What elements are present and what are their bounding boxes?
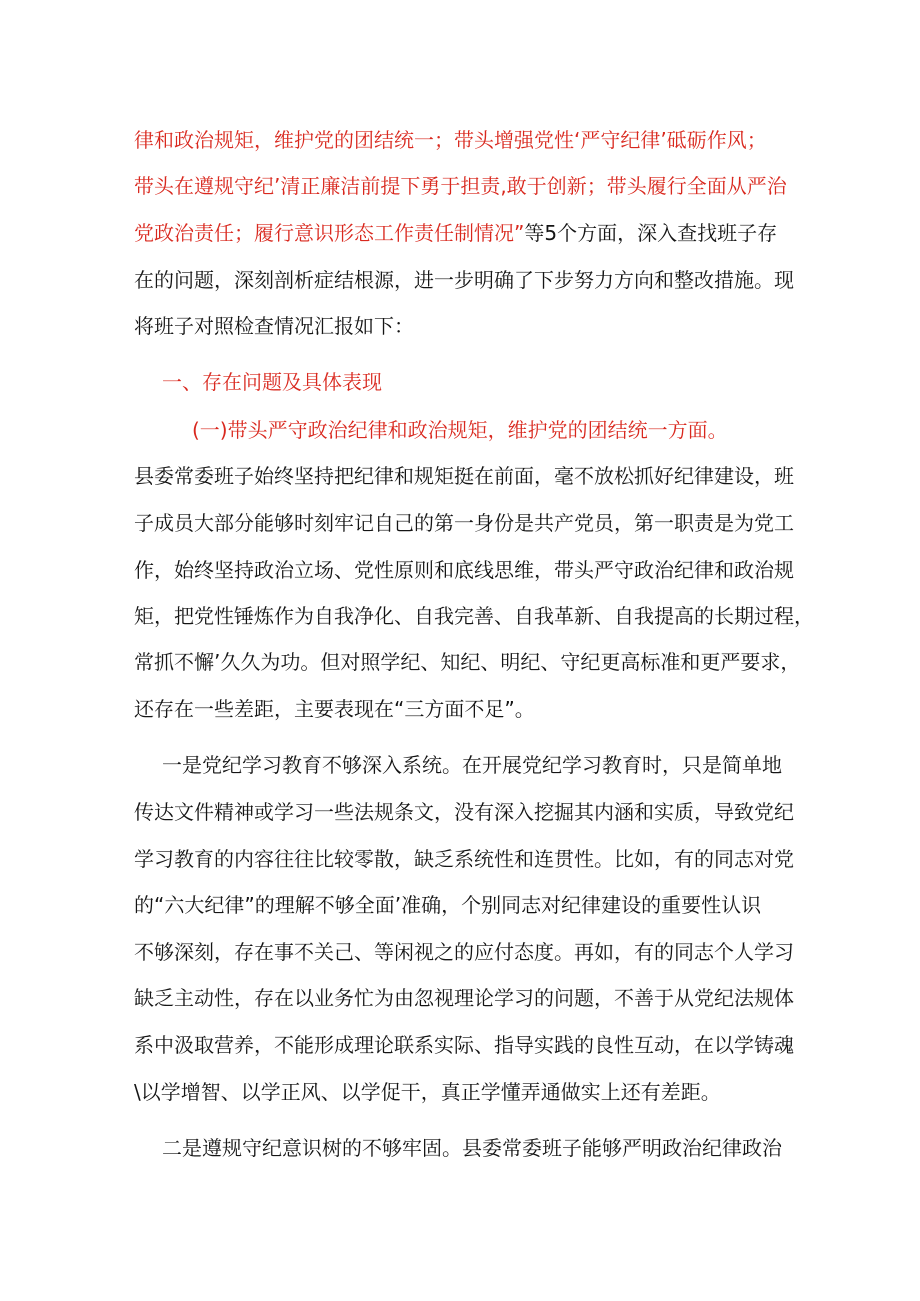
intro-line-3-black-part: 等5个方面，深入查找班子存: [524, 221, 778, 245]
subsection-heading: (一)带头严守政治纪律和政治规矩，维护党的团结统一方面。: [192, 418, 728, 442]
section-heading: 一、存在问题及具体表现: [162, 370, 382, 394]
intro-line-4: 在的问题，深刻剖析症结根源，进一步明确了下步努力方向和整改措施。现: [134, 268, 794, 292]
intro-line-3-red-part: 党政治责任；履行意识形态工作责任制情况”: [134, 221, 525, 245]
intro-line-3: [134, 213, 794, 253]
intro-line-1: 律和政治规矩，维护党的团结统一；带头增强党性‘严守纪律’砥砺作风；: [134, 128, 767, 152]
paragraph2-line-4: 的“六大纪律”的理解不够全面’准确，个别同志对纪律建设的重要性认识: [134, 893, 762, 917]
paragraph1-line-4: 矩，把党性锤炼作为自我净化、自我完善、自我革新、自我提高的长期过程，: [134, 604, 814, 628]
paragraph1-line-6: 还存在一些差距，主要表现在“三方面不足”。: [134, 697, 535, 721]
paragraph2-line-2: 传达文件精神或学习一些法规条文，没有深入挖掘其内涵和实质，导致党纪: [134, 800, 794, 824]
paragraph1-line-2: 子成员大部分能够时刻牢记自己的第一身份是共产党员，第一职责是为党工: [134, 511, 794, 535]
paragraph1-line-1: 县委常委班子始终坚持把纪律和规矩挺在前面，毫不放松抓好纪律建设，班: [134, 464, 794, 488]
paragraph2-line-6: 缺乏主动性，存在以业务忙为由忽视理论学习的问题，不善于从党纪法规体: [134, 986, 794, 1010]
paragraph3-line-1: 二是遵规守纪意识树的不够牢固。县委常委班子能够严明政治纪律政治: [162, 1136, 782, 1160]
paragraph2-line-8: \以学增智、以学正风、以学促干，真正学懂弄通做实上还有差距。: [134, 1080, 721, 1104]
intro-line-2: 带头在遵规守纪’清正廉洁前提下勇于担责,敢于创新；带头履行全面从严治: [134, 174, 787, 198]
paragraph1-line-5: 常抓不懈’久久为功。但对照学纪、知纪、明纪、守纪更高标准和更严要求，: [134, 650, 801, 674]
paragraph2-line-1: 一是党纪学习教育不够深入系统。在开展党纪学习教育时，只是简单地: [162, 753, 782, 777]
intro-line-5: 将班子对照检查情况汇报如下：: [134, 314, 414, 338]
paragraph2-line-7: 系中汲取营养，不能形成理论联系实际、指导实践的良性互动，在以学铸魂: [134, 1033, 794, 1057]
paragraph2-line-3: 学习教育的内容往往比较零散，缺乏系统性和连贯性。比如，有的同志对党: [134, 847, 794, 871]
paragraph2-line-5: 不够深刻，存在事不关己、等闲视之的应付态度。再如，有的同志个人学习: [134, 940, 794, 964]
paragraph1-line-3: 作，始终坚持政治立场、党性原则和底线思维，带头严守政治纪律和政治规: [134, 558, 794, 582]
